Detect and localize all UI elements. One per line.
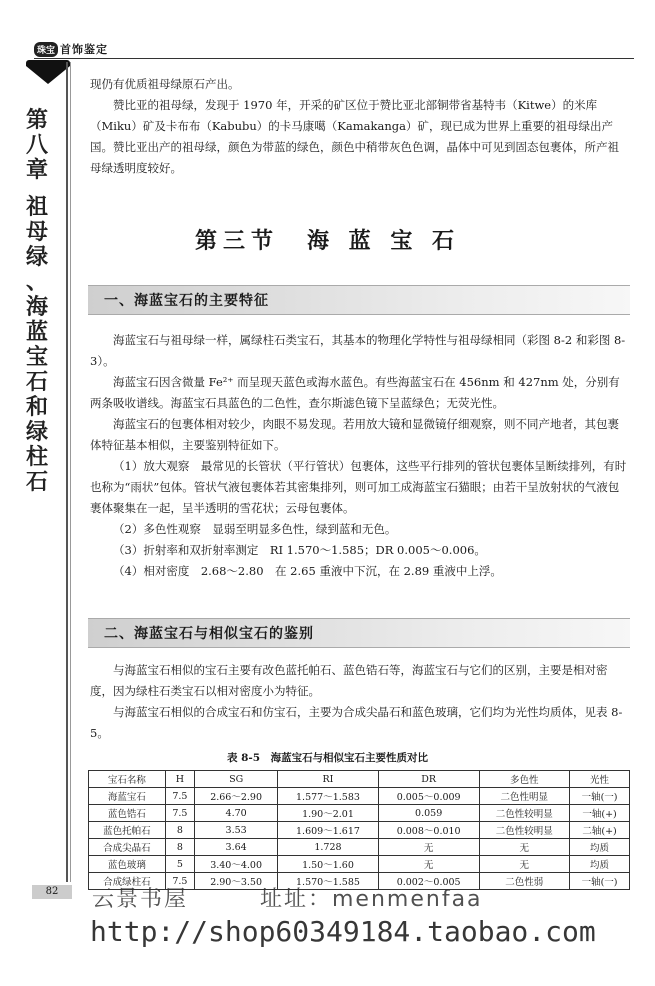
table-cell: 合成尖晶石 [89, 839, 166, 856]
table-cell: 0.005～0.009 [378, 788, 479, 805]
table-cell: 3.40～4.00 [195, 856, 278, 873]
paragraph: 海蓝宝石与祖母绿一样，属绿柱石类宝石，其基本的物理化学特性与祖母绿相同（彩图 8-2 和彩图 8-3）。 [90, 333, 626, 368]
table-cell: 无 [378, 839, 479, 856]
paragraph: 与海蓝宝石相似的宝石主要有改色蓝托帕石、蓝色锆石等，海蓝宝石与它们的区别，主要是相对密度，因为绿柱石类宝石以相对密度小为特征。 [90, 663, 608, 698]
table-header-row [89, 771, 630, 788]
table-header: 宝石名称 [89, 771, 166, 788]
table-cell: 4.70 [195, 805, 278, 822]
side-char: 章 [25, 157, 48, 183]
table-header: 光性 [570, 771, 630, 788]
table-cell: 蓝色玻璃 [89, 856, 166, 873]
table-cell: 无 [479, 856, 570, 873]
side-char: 石 [25, 369, 48, 395]
header-badge: 珠宝 [34, 42, 58, 57]
table-cell: 1.609～1.617 [278, 822, 379, 839]
table-cell: 0.002～0.005 [378, 873, 479, 890]
table-cell: 蓝色托帕石 [89, 822, 166, 839]
table-cell: 合成绿柱石 [89, 873, 166, 890]
header-title: 首饰鉴定 [60, 43, 109, 56]
table-cell: 均质 [570, 839, 630, 856]
table-cell: 一轴(一) [570, 788, 630, 805]
paragraph: 赞比亚的祖母绿，发现于 1970 年，开采的矿区位于赞比亚北部铜带省基特韦（Kitwe）的米库（Miku）矿及卡布布（Kabubu）的卡马康噶（Kamakanga）矿，现已成为世界上重要的祖母绿出产国。赞比亚出产的祖母绿，颜色为带蓝的绿色，颜色中稍带灰色色调，晶体中可见到固态包裹体，所产祖母绿透明度较好。 [90, 98, 619, 175]
paragraph: 海蓝宝石的包裹体相对较少，肉眼不易发现。若用放大镜和显微镜仔细观察，则不同产地者，其包裹体特征基本相似，主要鉴别特征如下。 [90, 417, 619, 452]
diamond-icon [26, 66, 70, 84]
table-cell: 二色性较明显 [479, 805, 570, 822]
table-cell: 2.90～3.50 [195, 873, 278, 890]
table-row [89, 856, 630, 873]
table-cell: 5 [165, 856, 194, 873]
side-char: 八 [25, 132, 48, 158]
table-cell: 二色性较明显 [479, 822, 570, 839]
header-rule [34, 58, 634, 59]
table-cell: 均质 [570, 856, 630, 873]
table-header: 多色性 [479, 771, 570, 788]
watermark-url: http://shop60349184.taobao.com [90, 915, 596, 948]
side-char: 蓝 [25, 319, 48, 345]
subsection-band-1 [88, 285, 630, 315]
table-row [89, 788, 630, 805]
table-cell: 蓝色锆石 [89, 805, 166, 822]
table-cell: 7.5 [165, 873, 194, 890]
paragraph: （1）放大观察 最常见的长管状（平行管状）包裹体，这些平行排列的管状包裹体呈断续排列，有时也称为“雨状”包体。管状气液包裹体若其密集排列，则可加工成海蓝宝石猫眼；由若干呈放射状的气液包裹体聚集在一起，呈半透明的雪花状；云母包裹体。 [90, 459, 627, 515]
table-header: RI [278, 771, 379, 788]
table-cell: 0.008～0.010 [378, 822, 479, 839]
comparison-table [88, 770, 630, 890]
side-char: 第 [25, 107, 48, 133]
paragraph: 与海蓝宝石相似的合成宝石和仿宝石，主要为合成尖晶石和蓝色玻璃，它们均为光性均质体，见表 8-5。 [90, 705, 623, 740]
side-char: 柱 [25, 444, 48, 470]
page-number: 82 [32, 885, 72, 899]
table-cell: 一轴(一) [570, 873, 630, 890]
chapter-side-title [20, 108, 54, 495]
paragraph: 海蓝宝石因含微量 Fe²⁺ 而呈现天蓝色或海水蓝色。有些海蓝宝石在 456nm 和 427nm 处，分别有两条吸收谱线。海蓝宝石具蓝色的二色性，查尔斯滤色镜下呈蓝绿色；无荧光性。 [90, 375, 620, 410]
table-row [89, 839, 630, 856]
table-header: H [165, 771, 194, 788]
section-title: 第三节 海 蓝 宝 石 [195, 229, 460, 254]
table-row [89, 822, 630, 839]
features-text [90, 330, 630, 582]
side-char: 绿 [25, 244, 48, 270]
table-cell: 7.5 [165, 805, 194, 822]
table-cell: 1.90～2.01 [278, 805, 379, 822]
side-char: 、 [25, 269, 48, 295]
table-cell: 7.5 [165, 788, 194, 805]
paragraph: （3）折射率和双折射率测定 RI 1.570～1.585；DR 0.005～0.006。 [113, 543, 486, 557]
side-char: 石 [25, 469, 48, 495]
subsection-title: 一、海蓝宝石的主要特征 [104, 293, 269, 309]
table-cell: 二色性弱 [479, 873, 570, 890]
identification-text [90, 660, 630, 744]
table-cell: 海蓝宝石 [89, 788, 166, 805]
table-cell: 无 [378, 856, 479, 873]
paragraph: （4）相对密度 2.68～2.80 在 2.65 重液中下沉，在 2.89 重液中上浮。 [113, 564, 502, 578]
table-header: SG [195, 771, 278, 788]
side-char: 海 [25, 294, 48, 320]
subsection-title: 二、海蓝宝石与相似宝石的鉴别 [104, 626, 314, 642]
paragraph: 现仍有优质祖母绿原石产出。 [90, 77, 240, 91]
running-header [34, 40, 108, 58]
intro-text [90, 74, 630, 179]
table-cell: 1.50～1.60 [278, 856, 379, 873]
side-char: 祖 [25, 194, 48, 220]
table-cell: 2.66～2.90 [195, 788, 278, 805]
table-cell: 1.728 [278, 839, 379, 856]
side-char: 绿 [25, 419, 48, 445]
table-cell: 3.64 [195, 839, 278, 856]
table-header: DR [378, 771, 479, 788]
table-cell: 0.059 [378, 805, 479, 822]
table-cell: 8 [165, 839, 194, 856]
table-row [89, 805, 630, 822]
side-char: 母 [25, 219, 48, 245]
subsection-band-2 [88, 618, 630, 648]
table-cell: 1.577～1.583 [278, 788, 379, 805]
table-cell: 一轴(+) [570, 805, 630, 822]
table-cell: 3.53 [195, 822, 278, 839]
table-cell: 二轴(+) [570, 822, 630, 839]
table-cell: 1.570～1.585 [278, 873, 379, 890]
table-cell: 无 [479, 839, 570, 856]
side-char: 宝 [25, 344, 48, 370]
side-char: 和 [25, 394, 48, 420]
paragraph: （2）多色性观察 显弱至明显多色性，绿到蓝和无色。 [113, 522, 397, 536]
watermark-line-1: 云景书屋 址址：menmenfaa [92, 887, 483, 912]
table-cell: 8 [165, 822, 194, 839]
table-caption: 表 8-5 海蓝宝石与相似宝石主要性质对比 [226, 752, 429, 764]
table-cell: 二色性明显 [479, 788, 570, 805]
